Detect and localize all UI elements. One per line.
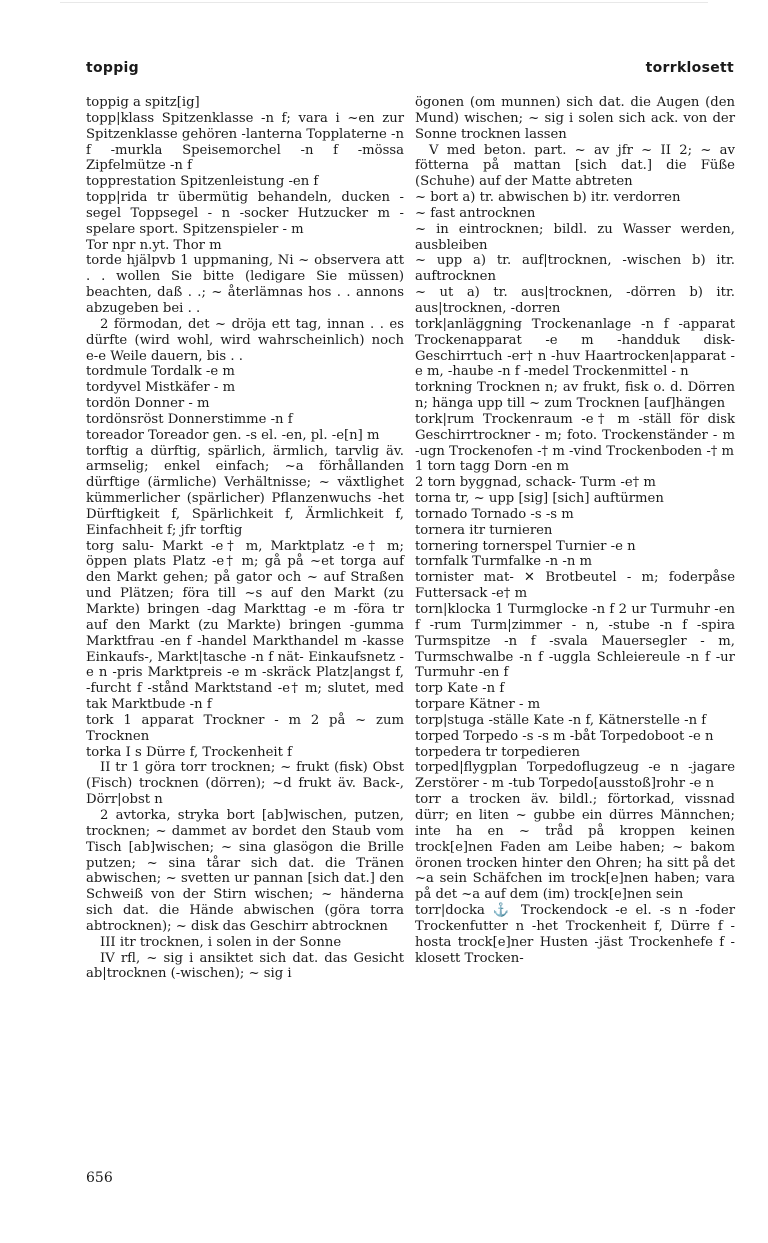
dictionary-entry: torn|klocka 1 Turmglocke -n f 2 ur Turmuhr -en f -rum Turm|zimmer - n, -stube -n f -spira Turmspitze -n f -svala Mauersegler - m, Turmschwalbe -n f -uggla Schleiereule -n f -ur Turmuhr -en f bbox=[415, 602, 735, 681]
top-edge-line bbox=[60, 2, 708, 3]
dictionary-entry: tordyvel Mistkäfer - m bbox=[86, 380, 236, 396]
dictionary-entry: II tr 1 göra torr trocknen; ~ frukt (fisk) Obst (Fisch) trocknen (dörren); ~d frukt äv. Back-, Dörr|obst n bbox=[86, 760, 404, 808]
dictionary-entry: toppig a spitz[ig] bbox=[86, 95, 200, 110]
dictionary-entry: tork|rum Trockenraum -e† m -ställ för disk Geschirrtrockner - m; foto. Trockenständer - m -ugn Trockenofen -† m -vind Trockenboden -† m bbox=[415, 411, 735, 459]
page-number: 656 bbox=[86, 1170, 113, 1186]
dictionary-entry: tordön Donner - m bbox=[86, 396, 210, 412]
dictionary-entry: ~ in eintrocknen; bildl. zu Wasser werden, ausbleiben bbox=[415, 221, 735, 253]
dictionary-entry: tork|anläggning Trockenanlage -n f -apparat Trockenapparat -e m -handduk disk- Geschirrtuch -er† n -huv Haartrocken|apparat -e m, -haube -n f -medel Trockenmittel - n bbox=[415, 316, 735, 380]
dictionary-entry: torpare Kätner - m bbox=[415, 697, 541, 713]
dictionary-entry: tornering tornerspel Turnier -e n bbox=[415, 538, 636, 554]
dictionary-entry: 2 avtorka, stryka bort [ab]wischen, putzen, trocknen; ~ dammet av bordet den Staub vom Tisch [ab]wischen; ~ sina glasögon die Brille putzen; ~ sina tårar sich dat. die Tränen abwischen; ~ svetten ur pannan [sich dat.] den Schweiß von der Stirn wischen; ~ händerna sich dat. die Hände abwischen (göra torra abtrocknen); ~ disk das Geschirr abtrocknen bbox=[86, 807, 404, 934]
dictionary-entry: 2 förmodan, det ~ dröja ett tag, innan . . es dürfte (wird wohl, wird wahrscheinlich) noch e-e Weile dauern, bis . . bbox=[86, 316, 404, 364]
dictionary-entry: IV rfl, ~ sig i ansiktet sich dat. das Gesicht ab|trocknen (-wischen); ~ sig i bbox=[86, 950, 404, 982]
dictionary-entry: III itr trocknen, i solen in der Sonne bbox=[100, 934, 342, 950]
dictionary-entry: torr a trocken äv. bildl.; förtorkad, vissnad dürr; en liten ~ gubbe ein dürres Männchen; inte ha en ~ tråd på kroppen keinen trock[e]nen Faden am Leibe haben; ~ bakom öronen trocken hinter den Ohren; ha sitt på det ~a sein Schäfchen im trock[e]nen haben; vara på det ~a auf dem (im) trock[e]nen sein bbox=[415, 792, 735, 903]
dictionary-entry: tornister mat- ✕ Brotbeutel - m; foderpåse Futtersack -e† m bbox=[415, 570, 735, 602]
dictionary-entry: topp|rida tr übermütig behandeln, ducken -segel Toppsegel - n -socker Hutzucker m -spelare sport. Spitzenspieler - m bbox=[86, 190, 404, 237]
dictionary-entry: tornfalk Turmfalke -n -n m bbox=[415, 554, 593, 570]
dictionary-entry: torg salu- Markt -e† m, Marktplatz -e† m; öppen plats Platz -e† m; gå på ~et torga auf den Markt gehen; på gator och ~ auf Straßen und Plätzen; föra till ~s auf den Markt (zu Markte) bringen -dag Markttag -e m -föra tr auf den Markt (zu Markte) bringen -gumma Marktfrau -en f -handel Markthandel m -kasse Einkaufs-, Markt|tasche -n f nät- Einkaufsnetz -e n -pris Marktpreis -e m -skräck Platz|angst f, -furcht f -stånd Marktstand -e† m; slutet, med tak Marktbude -n f bbox=[86, 538, 404, 713]
guide-word-right: torrklosett bbox=[645, 60, 734, 76]
dictionary-entry: toreador Toreador gen. -s el. -en, pl. -e[n] m bbox=[86, 427, 380, 443]
dictionary-entry: torpedera tr torpedieren bbox=[415, 744, 581, 760]
dictionary-entry: tordönsröst Donnerstimme -n f bbox=[86, 411, 293, 427]
dictionary-entry: ~ upp a) tr. auf|trocknen, -wischen b) itr. auftrocknen bbox=[415, 253, 735, 285]
dictionary-entry: topprestation Spitzenleistung -en f bbox=[86, 174, 319, 190]
left-column bbox=[86, 95, 404, 982]
dictionary-entry: tordmule Tordalk -e m bbox=[86, 364, 235, 380]
dictionary-entry: V med beton. part. ~ av jfr ~ II 2; ~ av fötterna på mattan [sich dat.] die Füße (Schuhe) auf der Matte abtreten bbox=[415, 142, 735, 190]
guide-word-left: toppig bbox=[86, 60, 139, 76]
dictionary-entry: torp Kate -n f bbox=[415, 681, 505, 697]
dictionary-entry: Tor npr n.yt. Thor m bbox=[86, 237, 222, 253]
dictionary-entry: torp|stuga -ställe Kate -n f, Kätnerstelle -n f bbox=[415, 712, 707, 728]
dictionary-entry: torde hjälpvb 1 uppmaning, Ni ~ observera att . . wollen Sie bitte (ledigare Sie müssen) beachten, daß . .; ~ återlämnas hos . . annons abzugeben bei . . bbox=[86, 253, 404, 316]
dictionary-entry: ~ fast antrocknen bbox=[415, 205, 536, 221]
dictionary-entry: topp|klass Spitzenklasse -n f; vara i ~en zur Spitzenklasse gehören -lanterna Topplaterne -n f -murkla Speisemorchel -n f -mössa Zipfelmütze -n f bbox=[86, 110, 404, 174]
dictionary-entry: torka I s Dürre f, Trockenheit f bbox=[86, 744, 293, 760]
dictionary-entry: ~ ut a) tr. aus|trocknen, -dörren b) itr. aus|trocknen, -dorren bbox=[415, 285, 735, 316]
dictionary-entry: tornado Tornado -s -s m bbox=[415, 506, 574, 522]
dictionary-entry: torftig a dürftig, spärlich, ärmlich, tarvlig äv. armselig; enkel einfach; ~a förhållanden dürftige (ärmliche) Verhältnisse; ~ växtlighet kümmerlicher (spärlicher) Pflanzenwuchs -het Dürftigkeit f, Spärlichkeit f, Ärmlichkeit f, Einfachheit f; jfr torftig bbox=[86, 443, 404, 538]
dictionary-entry: torr|docka ⚓ Trockendock -e el. -s n -foder Trockenfutter n -het Trockenheit f, Dürre f -hosta trock[e]ner Husten -jäst Trockenhefe f -klosett Trocken- bbox=[415, 903, 735, 966]
dictionary-entry: ~ bort a) tr. abwischen b) itr. verdorren bbox=[415, 190, 681, 206]
dictionary-entry: tornera itr turnieren bbox=[415, 522, 553, 538]
dictionary-entry: torna tr, ~ upp [sig] [sich] auftürmen bbox=[415, 491, 664, 507]
right-column bbox=[415, 95, 735, 966]
dictionary-entry: 1 torn tagg Dorn -en m bbox=[415, 459, 570, 475]
dictionary-entry: ögonen (om munnen) sich dat. die Augen (den Mund) wischen; ~ sig i solen sich ack. von der Sonne trocknen lassen bbox=[415, 95, 735, 142]
dictionary-entry: torped Torpedo -s -s m -båt Torpedoboot -e n bbox=[415, 728, 714, 744]
dictionary-entry: torped|flygplan Torpedoflugzeug -e n -jagare Zerstörer - m -tub Torpedo[ausstoß]rohr -e n bbox=[415, 760, 735, 792]
dictionary-entry: torkning Trocknen n; av frukt, fisk o. d. Dörren n; hänga upp till ~ zum Trocknen [auf]hängen bbox=[415, 380, 735, 412]
dictionary-entry: tork 1 apparat Trockner - m 2 på ~ zum Trocknen bbox=[86, 712, 404, 744]
dictionary-entry: 2 torn byggnad, schack- Turm -e† m bbox=[415, 475, 656, 491]
